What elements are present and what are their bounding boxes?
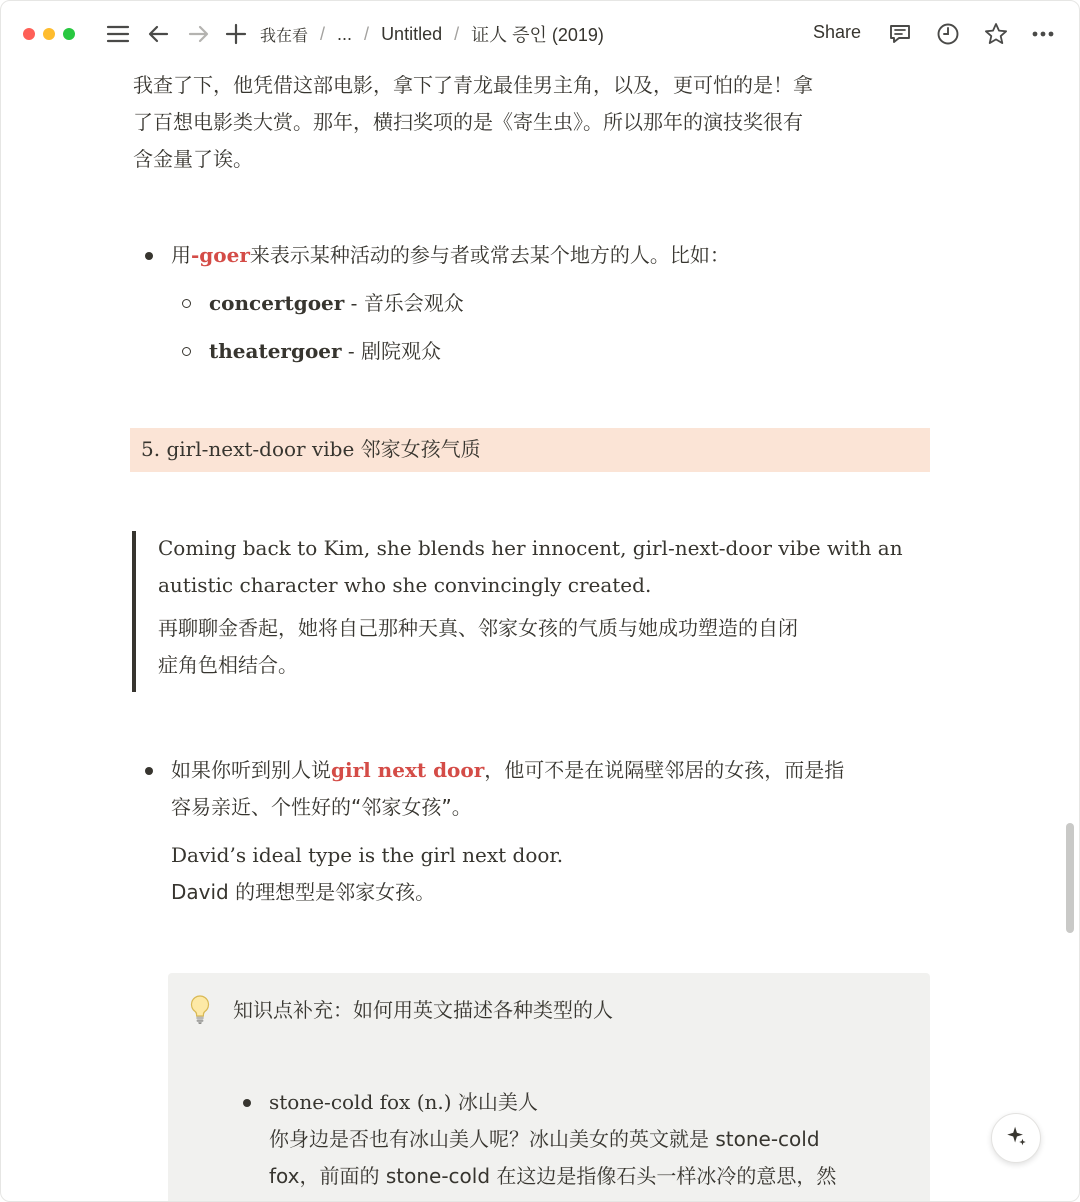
quote-english-line: Coming back to Kim, she blends her innocent, girl-next-door vibe with an <box>158 536 903 560</box>
example-meaning: 剧院观众 <box>361 339 442 363</box>
paragraph-line: 我查了下，他凭借这部电影，拿下了青龙最佳男主角，以及，更可怕的是！拿 <box>133 73 813 97</box>
example-sentence-chinese: David 的理想型是邻家女孩。 <box>171 880 436 904</box>
highlighted-term: girl next door <box>331 758 485 782</box>
example-word: concertgoer <box>209 291 345 315</box>
section-heading <box>141 431 481 468</box>
zoom-window-button[interactable] <box>63 28 75 40</box>
intro-paragraph <box>133 67 933 178</box>
history-clock-icon[interactable] <box>935 21 961 47</box>
breadcrumb-separator: / <box>364 23 370 44</box>
callout-item-term: stone-cold fox (n.) 冰山美人 <box>269 1090 538 1114</box>
list-item-concertgoer <box>209 285 464 322</box>
breadcrumb-item[interactable]: Untitled <box>381 23 443 44</box>
scrollbar-thumb[interactable] <box>1066 823 1074 933</box>
lightbulb-icon <box>189 994 211 1026</box>
heading-chinese: 邻家女孩气质 <box>360 437 481 461</box>
list-item-theatergoer <box>209 333 441 370</box>
list-item-text: 来表示某种活动的参与者或常去某个地方的人。比如： <box>249 243 730 267</box>
ai-assistant-button[interactable] <box>991 1113 1041 1163</box>
bullet-dot <box>145 767 153 775</box>
breadcrumb-item[interactable]: ... <box>337 23 353 44</box>
list-item-text: ，他可不是在说隔壁邻居的女孩，而是指 <box>484 758 845 782</box>
top-bar <box>1 1 1080 67</box>
sparkle-icon <box>1004 1124 1028 1152</box>
comment-icon[interactable] <box>887 21 913 47</box>
example-word: theatergoer <box>209 339 342 363</box>
back-arrow-icon[interactable] <box>146 21 172 47</box>
paragraph-line: 了百想电影类大赏。那年，横扫奖项的是《寄生虫》。所以那年的演技奖很有 <box>133 110 803 134</box>
quote-chinese-line: 再聊聊金香起，她将自己那种天真、邻家女孩的气质与她成功塑造的自闭 <box>158 616 798 640</box>
example-sentence-english: David’s ideal type is the girl next door. <box>171 843 564 867</box>
dash: - <box>344 291 364 315</box>
callout-item-text-line: fox，前面的 stone-cold 在这边是指像石头一样冰冷的意思，然 <box>269 1164 837 1188</box>
paragraph-line: 含金量了诶。 <box>133 147 253 171</box>
breadcrumb-separator: / <box>454 23 460 44</box>
breadcrumb <box>260 21 604 47</box>
list-item-goer <box>171 237 730 274</box>
quote-english-line: autistic character who she convincingly created. <box>158 573 652 597</box>
list-item-text: 用 <box>171 243 191 267</box>
close-window-button[interactable] <box>23 28 35 40</box>
breadcrumb-item-current[interactable]: 证人 증인 (2019) <box>471 25 604 45</box>
callout-title: 知识点补充：如何用英文描述各种类型的人 <box>233 998 613 1022</box>
sub-bullet-circle <box>182 347 191 356</box>
example-meaning: 音乐会观众 <box>363 291 464 315</box>
bullet-dot <box>145 252 153 260</box>
breadcrumb-item[interactable]: 我在看 <box>260 25 309 45</box>
list-item-text-line: 容易亲近、个性好的“邻家女孩”。 <box>171 795 472 819</box>
heading-english: girl-next-door vibe <box>166 437 355 461</box>
star-icon[interactable] <box>983 21 1009 47</box>
list-item-text: 如果你听到别人说 <box>171 758 331 782</box>
heading-number: 5. <box>141 437 161 461</box>
minimize-window-button[interactable] <box>43 28 55 40</box>
callout-item-text-line: 你身边是否也有冰山美人呢？冰山美女的英文就是 stone-cold <box>269 1127 820 1151</box>
more-dots-icon[interactable] <box>1030 21 1056 47</box>
sidebar-menu-icon[interactable] <box>105 21 131 47</box>
breadcrumb-separator: / <box>320 23 326 44</box>
page-content <box>1 67 1080 1202</box>
forward-arrow-icon[interactable] <box>185 21 211 47</box>
sub-bullet-circle <box>182 299 191 308</box>
highlighted-term: -goer <box>191 243 250 267</box>
quote-chinese-line: 症角色相结合。 <box>158 653 298 677</box>
bullet-dot <box>243 1099 251 1107</box>
share-button[interactable]: Share <box>813 22 862 42</box>
list-item-girl-next-door <box>171 752 844 789</box>
plus-icon[interactable] <box>223 21 249 47</box>
quote-bar <box>132 531 136 692</box>
dash: - <box>341 339 362 363</box>
